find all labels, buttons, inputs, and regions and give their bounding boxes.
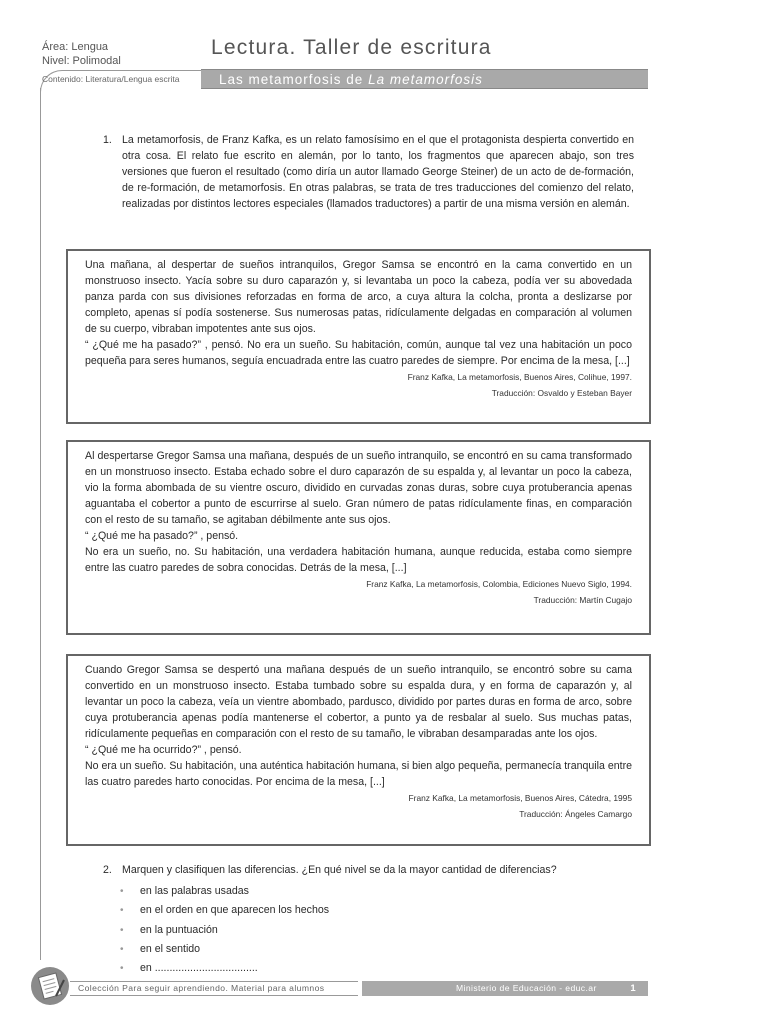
question-1 [103, 132, 634, 212]
footer-bar [362, 981, 648, 996]
excerpt-box-1 [66, 249, 651, 424]
list-item [120, 940, 329, 959]
bullet-icon: • [120, 924, 124, 936]
excerpt-paragraph: “ ¿Qué me ha pasado?” , pensó. [85, 530, 239, 542]
option-label: en ................................... [140, 962, 258, 975]
excerpt-translator: Traducción: Osvaldo y Esteban Bayer [491, 388, 632, 398]
question-text: La metamorfosis, de Franz Kafka, es un relato famosísimo en el que el protagonista despierta convertido en otra cosa. El relato fue escrito en alemán, por lo tanto, los fragmentos que aparecen abajo, son tres versiones que fueron el resultado (como diría un autor llamado George Steiner) de un acto de de-formación, de re-formación, de metamorfosis. En otras palabras, se trata de tres traducciones del comienzo del relato, realizadas por distintos lectores especiales (llamados traductores) a partir de una misma versión en alemán. [122, 134, 634, 210]
footer-collection: Colección Para seguir aprendiendo. Material para alumnos [70, 981, 358, 996]
left-margin-rule [40, 88, 41, 960]
excerpt-source: Franz Kafka, La metamorfosis, Buenos Aires, Colihue, 1997. [407, 372, 632, 382]
subtitle [201, 70, 648, 90]
excerpt-paragraph: “ ¿Qué me ha pasado?” , pensó. No era un sueño. Su habitación, común, aunque tal vez una habitación un poco pequeña para seres humanos, seguía encuadrada entre las cuatro paredes de siempre. Por encima de la mesa, [...] [85, 339, 632, 367]
excerpt-paragraph: Cuando Gregor Samsa se despertó una mañana después de un sueño intranquilo, se encontró sobre su cama convertido en un monstruoso insecto. Estaba tumbado sobre su espalda dura, y en forma de caparazón y, al levantar un poco la cabeza, veía un vientre abombado, pardusco, dividido por partes duras en forma de arco, sobre cuya protuberancia apenas podía mantenerse el cobertor, a punto ya de resbalar al suelo. Sus muchas patas, ridículamente pequeñas en comparación con el resto de su tamaño, le vibraban desamparadas ante los ojos. [85, 664, 632, 740]
excerpt-paragraph: “ ¿Qué me ha ocurrido?” , pensó. [85, 744, 242, 756]
options-list [120, 882, 329, 978]
list-item [120, 882, 329, 901]
question-number: 1. [103, 134, 112, 146]
list-item [120, 901, 329, 920]
level-label: Nivel: Polimodal [42, 55, 121, 67]
excerpt-source: Franz Kafka, La metamorfosis, Colombia, Ediciones Nuevo Siglo, 1994. [366, 579, 632, 589]
list-item [120, 959, 329, 978]
page-title: Lectura. Taller de escritura [211, 36, 492, 59]
option-label: en el orden en que aparecen los hechos [140, 904, 330, 917]
subtitle-prefix: Las metamorfosis de [219, 72, 369, 87]
list-item [120, 921, 329, 940]
bullet-icon: • [120, 943, 124, 955]
bullet-icon: • [120, 905, 124, 917]
option-label: en la puntuación [140, 923, 218, 936]
excerpt-paragraph: No era un sueño. Su habitación, una auténtica habitación humana, si bien algo pequeña, permanecía tranquila entre las cuatro paredes harto conocidas. Por encima de la mesa, [...] [85, 760, 632, 788]
option-label: en el sentido [140, 942, 201, 955]
question-2 [103, 862, 642, 878]
excerpt-box-2 [66, 440, 651, 635]
notebook-logo-icon [30, 966, 70, 1006]
option-label: en las palabras usadas [140, 885, 249, 897]
excerpt-paragraph: Al despertarse Gregor Samsa una mañana, después de un sueño intranquilo, se encontró en su cama transformado en un monstruoso insecto. Estaba echado sobre el duro caparazón de su espalda y, al levantar un poco la cabeza, vio la forma abombada de su vientre oscuro, dividido en curvadas zonas duras, sobre cuya protuberancia apenas aguantaba el cobertor a punto de escurrirse al suelo. Gran número de patas ridículamente finas, en comparación con el resto de su tamaño, se agitaban débilmente ante sus ojos. [85, 450, 632, 526]
subtitle-italic: La metamorfosis [368, 72, 483, 87]
area-label: Área: Lengua [42, 41, 109, 53]
page-number: 1 [630, 983, 636, 994]
subtitle-bar [201, 69, 648, 89]
question-number: 2. [103, 864, 112, 876]
question-text: Marquen y clasifiquen las diferencias. ¿En qué nivel se da la mayor cantidad de diferencias? [122, 864, 557, 876]
excerpt-source: Franz Kafka, La metamorfosis, Buenos Aires, Cátedra, 1995 [408, 793, 632, 803]
bullet-icon: • [120, 963, 124, 975]
excerpt-paragraph: Una mañana, al despertar de sueños intranquilos, Gregor Samsa se encontró en la cama convertido en un monstruoso insecto. Yacía sobre su duro caparazón y, si levantaba un poco la cabeza, podía ver su abovedada panza parda con sus divisiones reforzadas en forma de arco, a cuya altura la colcha, pronta a deslizarse por completo, apenas sí podía sostenerse. Sus numerosas patas, ridículamente delgadas en comparación al volumen de su cuerpo, vibraban impotentes ante sus ojos. [85, 259, 632, 335]
excerpt-paragraph: No era un sueño, no. Su habitación, una verdadera habitación humana, aunque reducida, estaba como siempre entre las cuatro paredes de sobra conocidas. Detrás de la mesa, [...] [85, 546, 632, 574]
subject-meta [42, 40, 121, 68]
excerpt-box-3 [66, 654, 651, 846]
footer-ministry: Ministerio de Educación - educ.ar [456, 983, 597, 993]
content-label: Contenido: Literatura/Lengua escrita [42, 74, 180, 84]
excerpt-translator: Traducción: Ángeles Camargo [519, 809, 632, 819]
bullet-icon: • [120, 886, 124, 897]
excerpt-translator: Traducción: Martín Cugajo [533, 595, 632, 605]
